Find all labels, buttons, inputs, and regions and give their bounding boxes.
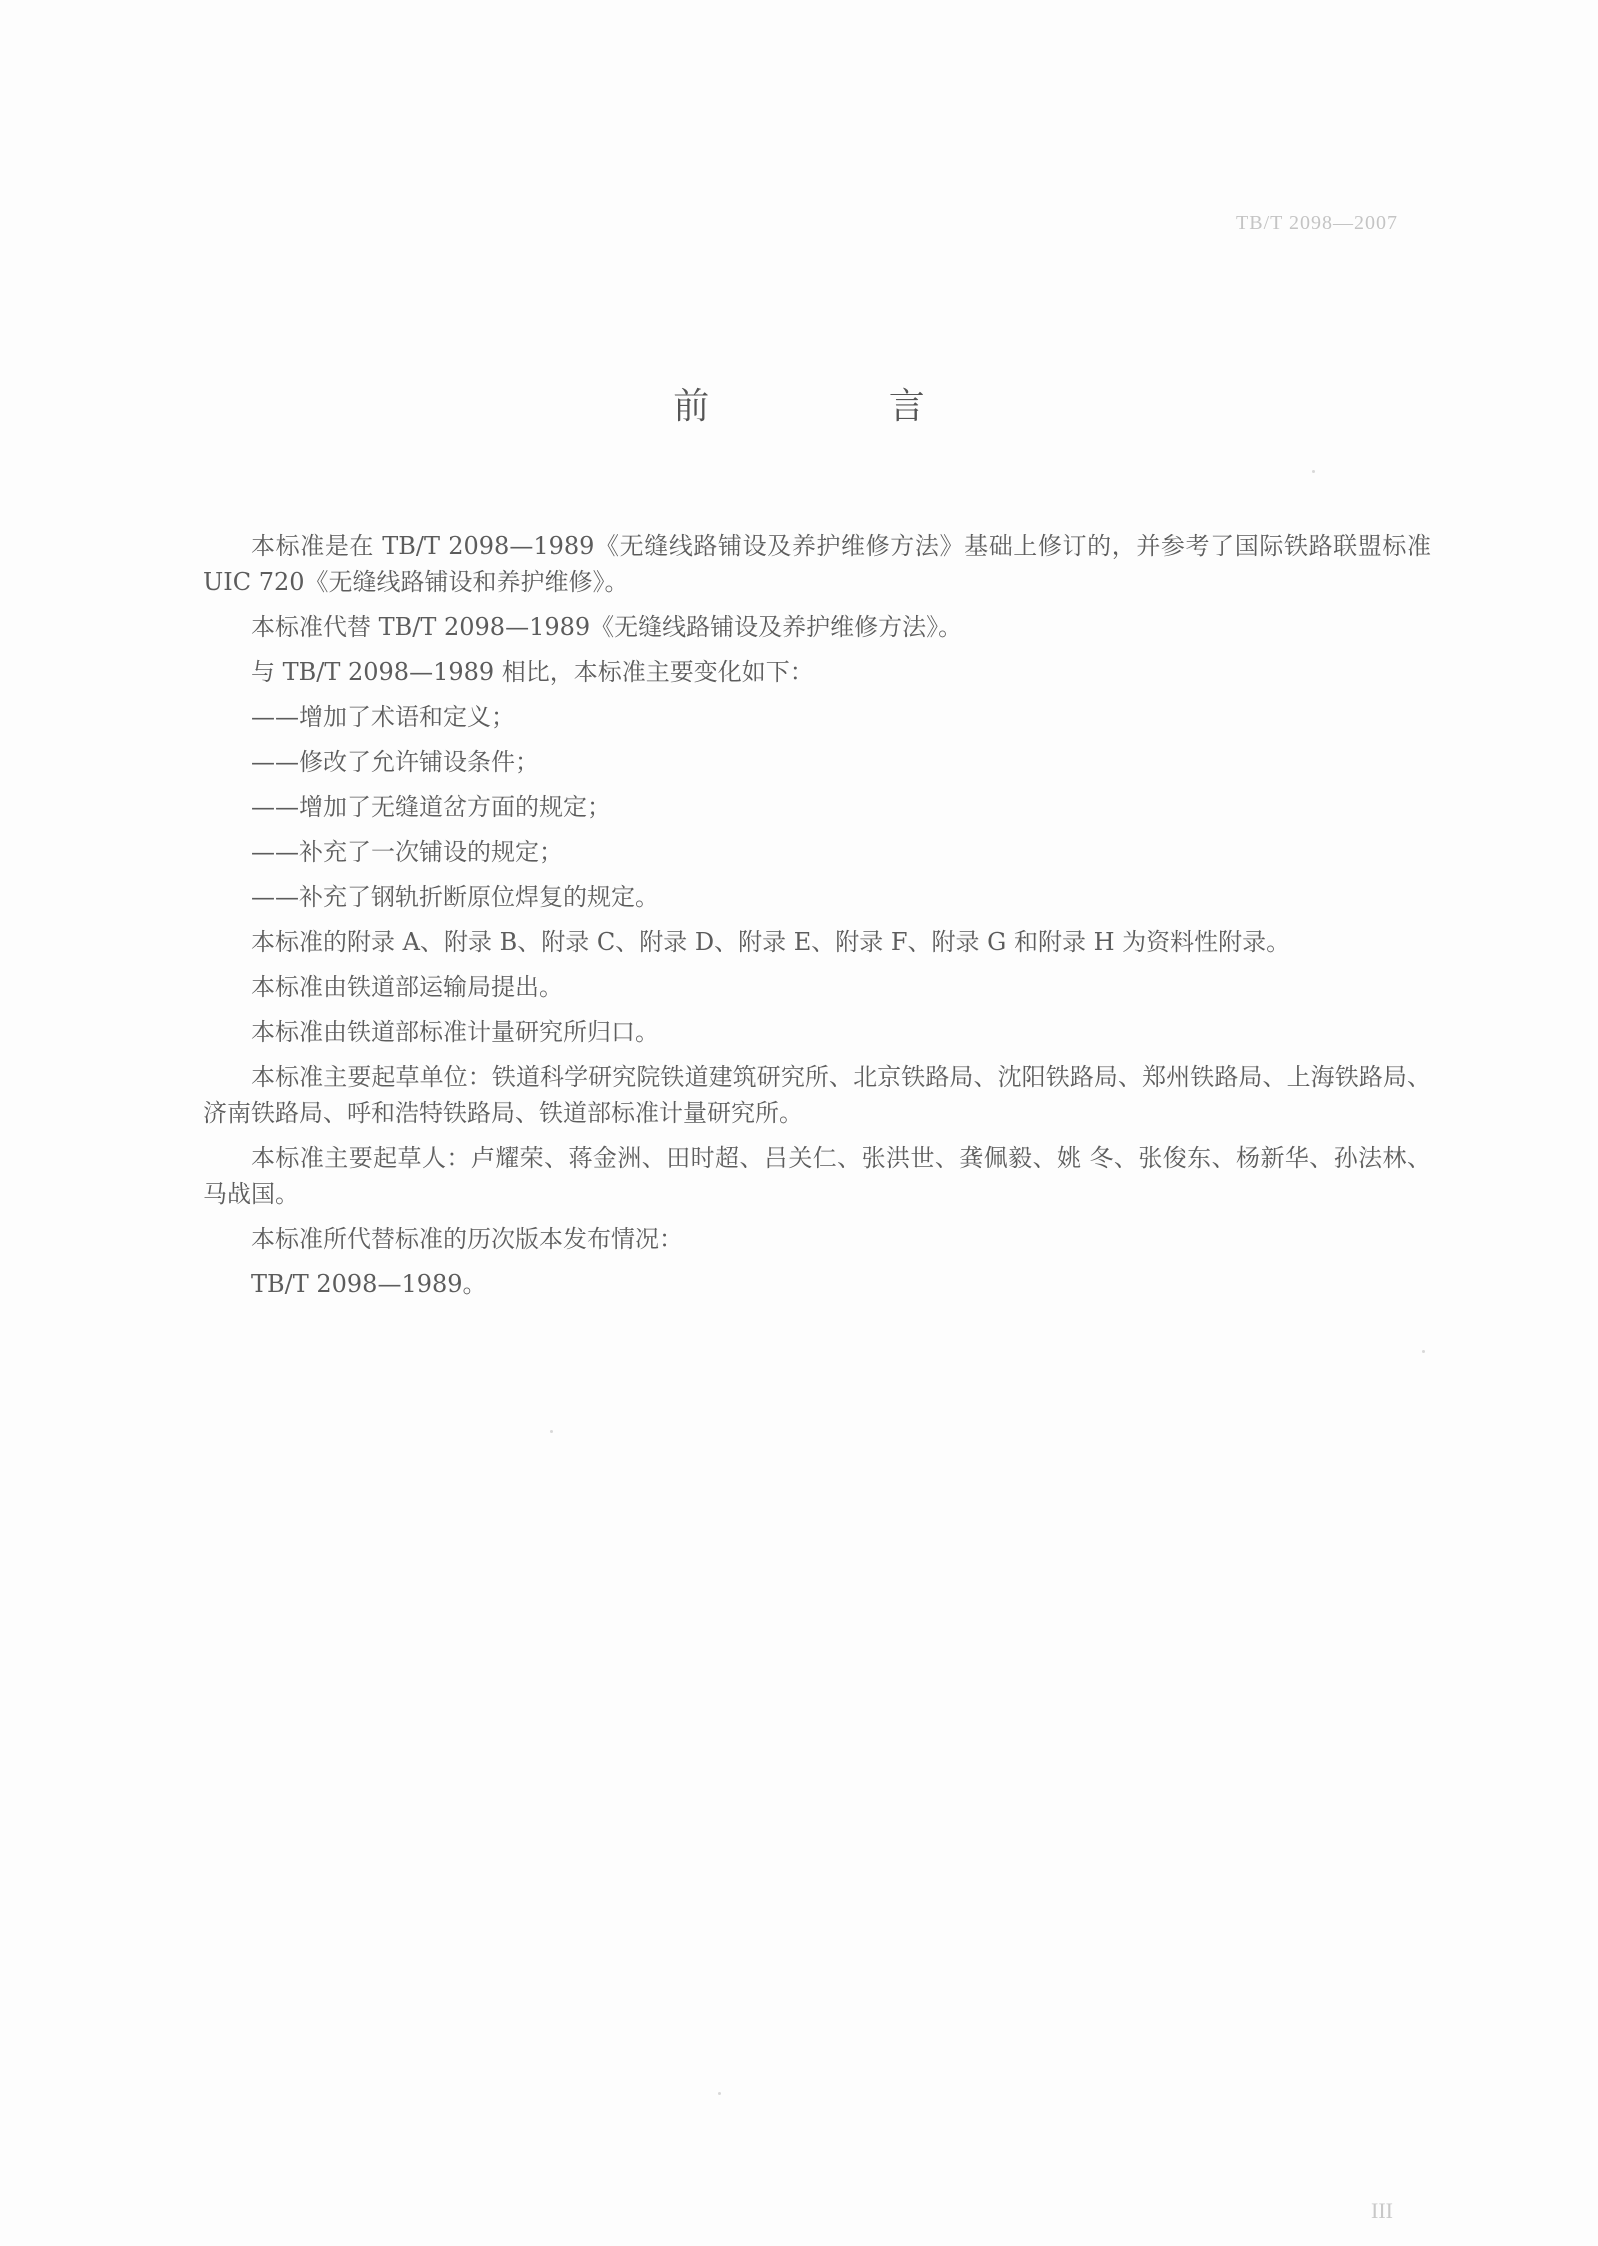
- change-item: ——补充了一次铺设的规定；: [251, 838, 563, 866]
- scan-speck: [718, 2092, 721, 2095]
- change-item: ——增加了无缝道岔方面的规定；: [251, 793, 611, 821]
- paragraph-appendices: 本标准的附录 A、附录 B、附录 C、附录 D、附录 E、附录 F、附录 G 和附录 H 为资料性附录。: [251, 928, 1291, 956]
- change-item: ——补充了钢轨折断原位焊复的规定。: [251, 883, 659, 911]
- paragraph-drafters: 本标准主要起草人：卢耀荣、蒋金洲、田时超、吕关仁、张洪世、龚佩毅、姚 冬、张俊东、杨新华、孙法林、马战国。: [203, 1144, 1431, 1208]
- paragraph-managed-by: 本标准由铁道部标准计量研究所归口。: [251, 1018, 659, 1046]
- scan-speck: [550, 1430, 553, 1433]
- paragraph-basis: 本标准是在 TB/T 2098—1989《无缝线路铺设及养护维修方法》基础上修订的，并参考了国际铁路联盟标准 UIC 720《无缝线路铺设和养护维修》。: [203, 532, 1431, 596]
- foreword-body: [203, 528, 1431, 1311]
- page-number: III: [1371, 2198, 1393, 2223]
- paragraph-history-version: TB/T 2098—1989。: [251, 1270, 487, 1298]
- paragraph-replaces: 本标准代替 TB/T 2098—1989《无缝线路铺设及养护维修方法》。: [251, 613, 963, 641]
- standard-code: TB/T 2098—2007: [1236, 212, 1398, 234]
- scan-speck: [1312, 470, 1315, 473]
- change-item: ——修改了允许铺设条件；: [251, 748, 539, 776]
- paragraph-changes-intro: 与 TB/T 2098—1989 相比，本标准主要变化如下：: [251, 658, 814, 686]
- change-item: ——增加了术语和定义；: [251, 703, 515, 731]
- scan-speck: [1422, 1350, 1425, 1353]
- paragraph-drafting-units: 本标准主要起草单位：铁道科学研究院铁道建筑研究所、北京铁路局、沈阳铁路局、郑州铁路局、上海铁路局、济南铁路局、呼和浩特铁路局、铁道部标准计量研究所。: [203, 1063, 1431, 1127]
- page-title: 前 言: [673, 386, 1009, 427]
- paragraph-history-intro: 本标准所代替标准的历次版本发布情况：: [251, 1225, 683, 1253]
- paragraph-proposed-by: 本标准由铁道部运输局提出。: [251, 973, 563, 1001]
